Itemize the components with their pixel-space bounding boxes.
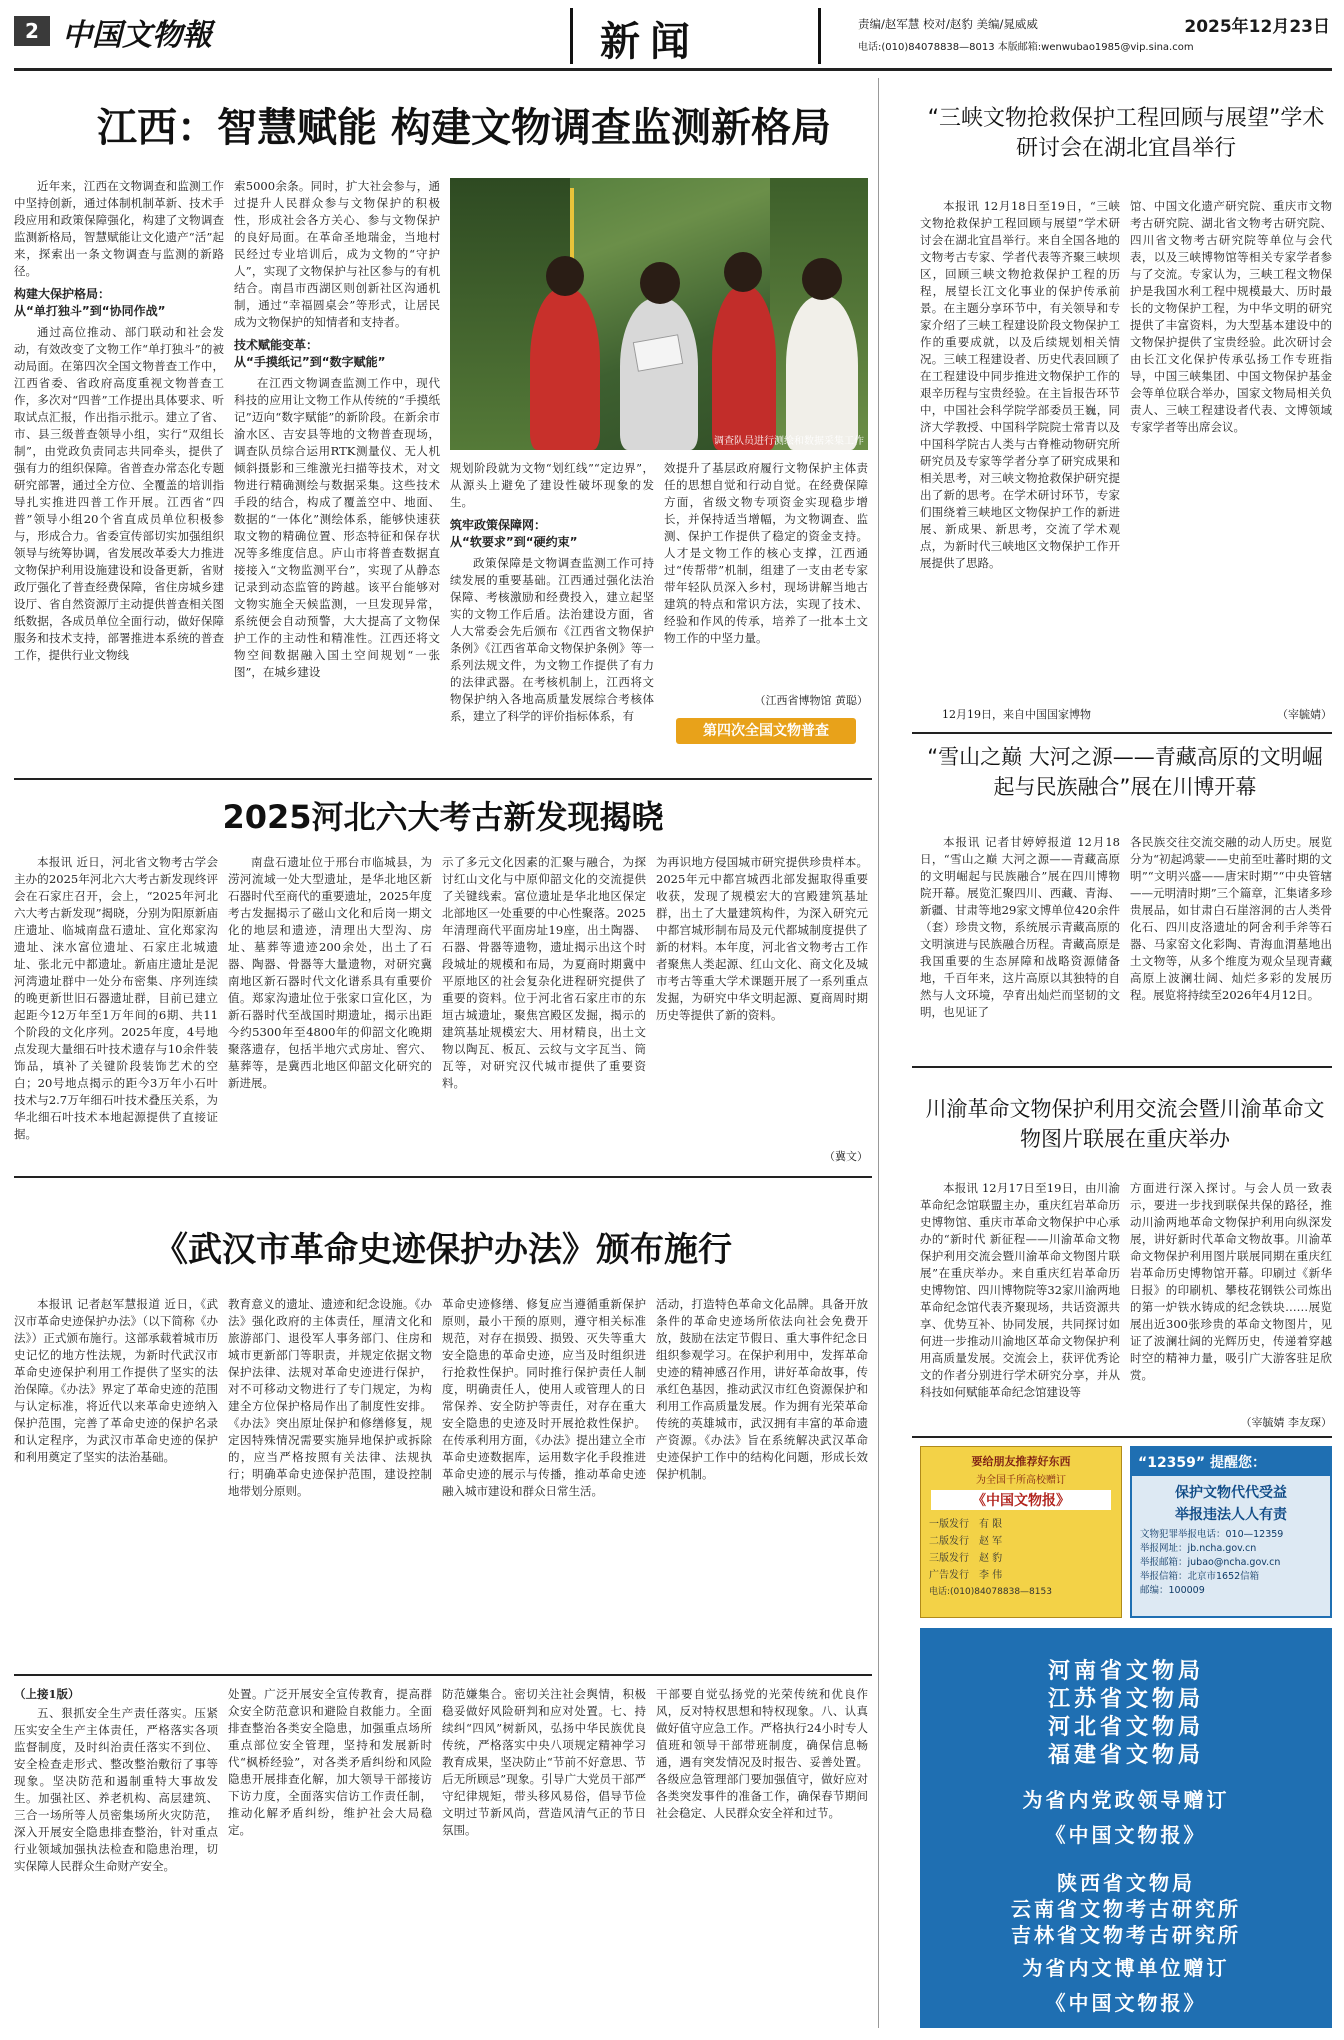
credits: 责编/赵军慧 校对/赵豹 美编/晁威威: [858, 17, 1038, 31]
article2-date-note: 12月19日，来自中国国家博物: [942, 708, 1091, 721]
photo-head-2: [640, 262, 680, 304]
article1-subhead-2b: 从“手摸纸记”到“数字赋能”: [234, 355, 386, 369]
photo-head-3: [724, 252, 762, 292]
article6-column-1: [14, 1296, 218, 1664]
article2-column-1: [920, 198, 1120, 704]
article4-col1-text: 本报讯 12月17日至19日，由川渝革命纪念馆联盟主办，重庆红岩革命历史博物馆、重庆市革命文物保护中心承办的“新时代 新征程——川渝革命文物保护利用交流会暨川渝革命文物图片联展”在重庆举办。来自重庆红岩革命历史博物馆、四川博物院等32家川渝两地革命纪念馆代表齐聚现场，共话资源共享、优势互补、协同发展，共同探讨如何进一步推动川渝地区革命文物保护利用高质量发展。交流会上，获评优秀论文的作者分别进行学术研究分享，并从科技如何赋能革命纪念馆建设等: [920, 1181, 1120, 1399]
hotline-line2: 举报违法人人有责: [1175, 1507, 1287, 1523]
row-label: 一版发行: [929, 1519, 969, 1530]
article6-column-4: [656, 1296, 868, 1664]
donor-item: 河北省文物局: [1047, 1715, 1204, 1740]
subscription-ad-line1: 要给朋友推荐好东西: [971, 1455, 1071, 1468]
article6-col4-text: 活动，打造特色革命文化品牌。具备开放条件的革命史迹场所依法向社会免费开放，鼓励在法定节假日、重大事件纪念日组织参观学习。在保护利用中，发挥革命史迹的精神感召作用，讲好革命故事，传承红色基因，推动武汉市红色资源保护和利用工作高质量发展。作为拥有光荣革命传统的英雄城市，武汉拥有丰富的革命遗产资源。《办法》旨在系统解决武汉革命史迹保护工作中的结构化问题，形成长效保护机制。: [656, 1297, 868, 1481]
article6-column-3: [442, 1296, 646, 1664]
row-value: 有 限: [979, 1519, 1003, 1530]
hotline-header: [1132, 1448, 1330, 1476]
hotline-detail: 举报邮箱：jubao@ncha.gov.cn: [1140, 1557, 1281, 1568]
article1-col1-text: 通过高位推动、部门联动和社会发动，有效改变了文物工作“单打独斗”的被动局面。在第四次全国文物普查工作中，江西省委、省政府高度重视文物普查工作，多次对“四普”工作提出具体要求、听取试点汇报，作出指示批示。建立了省、市、县三级普查领导小组，实行“双组长制”，由党政负责同志共同牵头，提供了强有力的组织保障。省普查办常态化专题研究部署，通过全方位、全覆盖的培训指导扎实推进四普工作开展。江西省“四普”领导小组20个省直成员单位积极参与，形成合力。省委宣传部切实加强组织领导与统筹协调，省发展改革委大力推进文物保护利用设施建设和设备更新，省财政厅强化了普查经费保障，省住房城乡建设厅、省自然资源厅主动提供普查相关图纸数据，各成员单位全面行动，做好保障服务和技术支持，部署推进本系统的普查工作，提供行业文物线: [14, 325, 224, 662]
donor-group2-note: 为省内文博单位赠订: [1022, 1956, 1230, 1980]
donor-box: [920, 1628, 1332, 2028]
hotline-line1: 保护文物代代受益: [1175, 1485, 1287, 1501]
subscription-row: [929, 1567, 1113, 1584]
donor-group1-note: 为省内党政领导赠订: [1022, 1788, 1230, 1812]
donor-paper: 《中国文物报》: [1045, 1823, 1207, 1847]
page-number-box: [14, 16, 50, 46]
article5-col2-text: 南盘石遗址位于邢台市临城县，为涝河流域一处大型遗址，是华北地区新石器时代至商代的重要遗址，2025年度考古发掘揭示了磁山文化和后岗一期文化的地层和遗迹，清理出大型沟、房址、墓葬等遗迹200余处，出土了石器、陶器、骨器等大量遗物，对研究冀南地区新石器时代文化谱系具有重要价值。郑家沟遗址位于张家口宣化区，为新石器时代至战国时期遗址，揭示出距今约5300年至4800年的仰韶文化晚期聚落遗存，包括半地穴式房址、窖穴、墓葬等，是冀西北地区仰韶文化研究的新进展。: [228, 855, 432, 1090]
subscription-row: [929, 1516, 1113, 1533]
donor-group1: [920, 1658, 1332, 1770]
article1-column-3: [450, 460, 654, 768]
article1-bottom-rule: [14, 778, 872, 780]
article6-column-2: [228, 1296, 432, 1664]
donor-item: 吉林省文物考古研究所: [1011, 1923, 1241, 1947]
article3-bottom-rule: [912, 1066, 1332, 1068]
article3-column-1: [920, 834, 1120, 1058]
article1-subhead-1b: 从“单打独斗”到“协同作战”: [14, 304, 166, 318]
article6-bottom-rule: [14, 1674, 872, 1676]
article7-title: （上接1版）: [14, 1687, 80, 1701]
article7-column-4: [656, 1686, 868, 2026]
row-label: 三版发行: [929, 1553, 969, 1564]
article1-col4-text: 效提升了基层政府履行文物保护主体责任的思想自觉和行动自觉。在经费保障方面，省级文物专项资金实现稳步增长，并保持适当增幅，为文物调查、监测、保护工作提供了稳定的资金支持。人才是文物工作的核心支撑，江西通过“传帮带”机制，组建了一支由老专家带年轻队员深入乡村，现场讲解当地古建筑的特点和常识方法，实现了技术、经验和作风的传承，培养了一批本土文物工作的中坚力量。: [664, 461, 868, 645]
article1-title: 江西：智慧赋能 构建文物调查监测新格局: [97, 105, 831, 151]
hotline-detail: 举报信箱：北京市1652信箱: [1140, 1571, 1260, 1582]
article1-photo: [450, 178, 868, 450]
article5-column-1: [14, 854, 218, 1164]
subscription-row: [929, 1533, 1113, 1550]
article1-lede: 近年来，江西在文物调查和监测工作中坚持创新，通过体制机制革新、技术手段应用和政策保障强化，构建了文物调查监测新格局，智慧赋能让文化遗产“活”起来，探索出一条文物调查与监测的新路径。: [14, 179, 224, 278]
donor-paper-2: 《中国文物报》: [1045, 1991, 1207, 2015]
article1-subhead-3a: 筑牢政策保障网：: [450, 518, 547, 532]
article2-column-2: [1130, 198, 1332, 704]
hotline-details: [1132, 1524, 1330, 1602]
hotline-number: “12359”: [1138, 1455, 1206, 1471]
article7-column-3: [442, 1686, 646, 2026]
hotline-detail: 举报网址：jb.ncha.gov.cn: [1140, 1543, 1257, 1554]
article7-col3-text: 防范嫌集合。密切关注社会舆情，积极稳妥做好风险研判和应对处置。七、持续纠“四风”树新风，弘扬中华民族优良传统，严格落实中央八项规定精神学习教育成果，坚决防止“节前不好意思、节后无所顾忌”现象。引导广大党员干部严守纪律规矩，带头移风易俗，倡导节俭文明过节新风尚，营造风清气正的节日氛围。: [442, 1687, 646, 1837]
hotline-slogan: 提醒您：: [1209, 1455, 1266, 1471]
article1-subhead-1: [14, 286, 224, 320]
row-value: 赵 豹: [979, 1553, 1003, 1564]
article7-col4-text: 干部要自觉弘扬党的光荣传统和优良作风，反对特权思想和特权现象。八、认真做好值守应急工作。严格执行24小时专人值班和领导干部带班制度，确保信息畅通，遇有突发情况及时报告、妥善处置。各级应急管理部门要加强值守，做好应对各类突发事件的准备工作，确保春节期间社会稳定、人民群众安全祥和过节。: [656, 1687, 868, 1820]
row-label: 广告发行: [929, 1570, 969, 1581]
article5-col3-text: 示了多元文化因素的汇聚与融合，为探讨红山文化与中原仰韶文化的交流提供了关键线索。富位遗址是华北地区保定北部地区一处重要的中心性聚落。2025年清理商代平面房址19座，出土陶器、石器、骨器等遗物，遗址揭示出这个时段城址的规模和布局，为夏商时期冀中平原地区的社会复杂化进程研究提供了重要的资料。位于河北省石家庄市的东垣古城遗址，聚焦宫殿区发掘，揭示的建筑基址规模宏大、用材精良，出土文物以陶瓦、板瓦、云纹与文字瓦当、筒瓦等，对研究汉代城市提供了重要资料。: [442, 855, 646, 1090]
article6-col1-text: 本报讯 记者赵军慧报道 近日，《武汉市革命史迹保护办法》（以下简称《办法》）正式颁布施行。这部承载着城市历史记忆的地方性法规，为新时代武汉市革命史迹保护利用工作提供了坚实的法治保障。《办法》界定了革命史迹的范围与认定标准，将近代以来革命史迹纳入保护范围，完善了革命史迹的保护名录和认定程序，为武汉市革命史迹的保护和利用奠定了坚实的法治基础。: [14, 1297, 218, 1464]
article2-byline: （宰毓婧）: [1277, 708, 1332, 721]
contact-line: 电话:(010)84078838—8013 本版邮箱:wenwubao1985@vip.sina.com: [858, 42, 1194, 53]
article1-subhead-2a: 技术赋能变革：: [234, 338, 319, 352]
paper-name: 中国文物報: [62, 18, 212, 53]
donor-item: 云南省文物考古研究所: [1011, 1897, 1241, 1921]
article1-col2-text-b: 在江西文物调查监测工作中，现代科技的应用让文物工作从传统的“手摸纸记”迈向“数字赋能”的新阶段。在新余市渝水区、吉安县等地的文物普查现场，调查队员综合运用RTK测量仪、无人机倾斜摄影和三维激光扫描等技术，对文物进行精确测绘与数据采集。这些技术手段的结合，构成了覆盖空中、地面、数据的“一体化”测绘体系，能够快速获取文物的精确位置、形态特征和保存状况等多维度信息。庐山市将普查数据直接接入“文物监测平台”，实现了从静态记录到动态监管的跨越。该平台能够对文物实施全天候监测，一旦发现异常，系统便会自动预警，大大提高了文物保护工作的主动性和精准性。江西还将文物空间数据融入国土空间规划“一张图”，在城乡建设: [234, 376, 440, 679]
article1-subhead-3: [450, 517, 654, 551]
article7-column-1: [14, 1686, 218, 2026]
photo-head-4: [802, 258, 842, 300]
donor-item: 福建省文物局: [1047, 1743, 1204, 1768]
article1-subhead-1a: 构建大保护格局：: [14, 287, 111, 301]
article2-col2-text: 馆、中国文化遗产研究院、重庆市文物考古研究院、湖北省文物考古研究院、四川省文物考古研究院等单位与会代表，以及三峡博物馆等相关专家学者参与了交流。专家认为，三峡工程文物保护是我国水利工程中规模最大、历时最长的文物保护工程，为中华文明的研究提供了丰富资料，为大型基本建设中的文物保护提供了宝贵经验。此次研讨会由长江文化保护传承弘扬工作专班指导，中国三峡集团、中国文物保护基金会等单位联合举办，国家文物局相关负责人、三峡工程建设者代表、文博领域专家学者等出席会议。: [1130, 199, 1332, 434]
subscription-ad: [920, 1446, 1122, 1618]
article3-col1-text: 本报讯 记者甘婷婷报道 12月18日，“雪山之巅 大河之源——青藏高原的文明崛起与民族融合”展在四川博物院开幕。展览汇聚四川、西藏、青海、新疆、甘肃等地29家文博单位420余件（套）珍贵文物，系统展示青藏高原的文明演进与民族融合历程。青藏高原是我国重要的生态屏障和战略资源储备地，千百年来，这片高原以其独特的自然与人文环境，孕育出灿烂而坚韧的文明，也见证了: [920, 835, 1120, 1019]
article1-byline: （江西省博物馆 黄聪）: [754, 694, 868, 707]
article1-col3-text-b: 政策保障是文物调查监测工作可持续发展的重要基础。江西通过强化法治保障、考核激励和经费投入，建立起坚实的文物工作后盾。法治建设方面，省人大常委会先后颁布《江西省文物保护条例》《江西省革命文物保护条例》等一系列法规文件，为文物工作提供了有力的法律武器。在考核机制上，江西将文物保护纳入各地高质量发展综合考核体系，建立了科学的评价指标体系，有: [450, 556, 654, 723]
article5-col4-text: 为再识地方侵国城市研究提供珍贵样本。2025年元中都宫城西北部发掘取得重要收获，发现了规模宏大的宫殿建筑基址群，出土了大量建筑构件，为深入研究元中都宫城形制布局及元代都城制度提供了新的材料。本年度，河北省文物考古工作者聚焦人类起源、红山文化、商文化及城市考古等重大学术课题开展了一系列重点发掘，为研究中华文明起源、夏商周时期历史等提供了新的资料。: [656, 855, 868, 1022]
article7-column-2: [228, 1686, 432, 2026]
article5-column-4: [656, 854, 868, 1146]
article3-col2-text: 各民族交往交流交融的动人历史。展览分为“初起鸿蒙——史前至吐蕃时期的文明”“文明兴盛——唐宋时期”“中央管辖——元明清时期”三个篇章，汇集诸多珍贵展品，如甘肃白石崖溶洞的古人类骨化石、四川皮洛遗址的阿舍利手斧等石器、马家窑文化彩陶、青海血渭墓地出土文物等，从多个维度为观众呈现青藏高原上波澜壮阔、灿烂多彩的发展历程。展览将持续至2026年4月12日。: [1130, 835, 1332, 1002]
article4-column-2: [1130, 1180, 1332, 1412]
donor-item: 江苏省文物局: [1047, 1687, 1204, 1712]
subscription-ad-rows: [921, 1516, 1121, 1601]
hotline-detail: 文物犯罪举报电话：010—12359: [1140, 1529, 1284, 1540]
article6-col2-text: 教育意义的遗址、遗迹和纪念设施。《办法》强化政府的主体责任，厘清文化和旅游部门、退役军人事务部门、住房和城市更新部门等职责，并规定依据文物保护法律、法规对革命史迹进行保护，对不可移动文物进行了专门规定，为构建全方位保护格局作出了制度性安排。《办法》突出原址保护和修缮修复，规定因特殊情况需要实施异地保护或拆除的，应当严格按照有关法律、法规执行；明确革命史迹保护范围，建设控制地带划分原则。: [228, 1297, 432, 1498]
hotline-detail: 邮编：100009: [1140, 1585, 1205, 1596]
article1-column-1: [14, 178, 224, 768]
article5-byline: （冀文）: [824, 1150, 868, 1163]
donor-group2: [920, 1870, 1332, 1948]
article7-col2-text: 处置。广泛开展安全宣传教育，提高群众安全防范意识和避险自救能力。全面排查整治各类安全隐患，加强重点场所重点部位安全管理，坚持和发展新时代“枫桥经验”，对各类矛盾纠纷和风险隐患开展排查化解，加大领导干部接访下访力度，全面落实信访工作责任制，推动化解矛盾纠纷，维护社会大局稳定。: [228, 1687, 432, 1837]
donor-item: 陕西省文物局: [1057, 1871, 1195, 1895]
article4-byline: （宰毓婧 李友琛）: [1240, 1416, 1332, 1429]
article5-col1-text: 本报讯 近日，河北省文物考古学会主办的2025年河北六大考古新发现终评会在石家庄召开，会上，“2025年河北六大考古新发现”揭晓，分别为阳原新庙庄遗址、临城南盘石遗址、宣化郑家沟遗址、涞水富位遗址、石家庄北城遗址、张北元中都遗址。新庙庄遗址是泥河湾遗址群中一处分布密集、序列连续的晚更新世旧石器遗址群，目前已建立起距今12万年至1万年间的6期、共11个阶段的文化序列。2025年度，4号地点发现大量细石叶技术遗存与10余件装饰品，填补了关键阶段装饰艺术的空白；20号地点揭示的距今3万年小石叶技术与2.7万年细石叶技术叠压关系，为华北细石叶技术本地起源提供了直接证据。: [14, 855, 218, 1141]
article5-bottom-rule: [14, 1176, 872, 1178]
article1-col2-text: 索5000余条。同时，扩大社会参与，通过提升人民群众参与文物保护的积极性，形成社会各方关心、参与文物保护的良好局面。在革命圣地瑞金，当地村民经过专业培训后，成为文物的“守护人”，实现了文物保护与社区参与的有机结合。南昌市西湖区则创新社区沟通机制，通过“幸福圆桌会”等形式，让居民成为文物保护的知情者和支持者。: [234, 179, 440, 329]
hotline-box: [1130, 1446, 1332, 1618]
photo-caption: 调查队员进行测绘和数据采集工作: [714, 436, 864, 447]
donor-item: 河南省文物局: [1047, 1659, 1204, 1684]
masthead-rule: [14, 68, 1332, 71]
photo-person-1: [530, 288, 600, 450]
article4-col2-text: 方面进行深入探讨。与会人员一致表示，要进一步找到联保共保的路径，推动川渝两地革命文物保护利用向纵深发展，讲好新时代革命文物故事。川渝革命文物保护利用图片联展同期在重庆红岩革命历史博物馆开幕。印刷过《新华日报》的印刷机、攀枝花钢铁公司炼出的第一炉铁水铸成的纪念铁块……展览展出近300张珍贵的革命文物图片，见证了波澜壮阔的光辉历史，传递着穿越时空的精神力量，吸引广大游客驻足欣赏。: [1130, 1181, 1332, 1382]
article4-title: 川渝革命文物保护利用交流会暨川渝革命文物图片联展在重庆举办: [925, 1097, 1325, 1151]
subscription-phone: 电话:(010)84078838—8153: [929, 1587, 1052, 1597]
article1-tag: 第四次全国文物普查: [676, 718, 856, 744]
article5-column-3: [442, 854, 646, 1164]
row-label: 二版发行: [929, 1536, 969, 1547]
masthead-divider-left: [570, 8, 573, 64]
row-value: 李 伟: [979, 1570, 1003, 1581]
page-number: 2: [25, 19, 39, 43]
photo-head-1: [546, 256, 584, 296]
subscription-ad-line2: 为全国千所高校赠订: [976, 1475, 1066, 1486]
article1-subhead-2: [234, 337, 440, 371]
article2-col1-text: 本报讯 12月18日至19日，“三峡文物抢救保护工程回顾与展望”学术研讨会在湖北宜昌举行。来自全国各地的文物考古专家、学者代表等齐聚三峡坝区，回顾三峡文物抢救保护工程的历程，展望长江文化事业的保护传承前景。在主题分享环节中，有关领导和专家介绍了三峡工程建设阶段文物保护工作的重要成就，以及后续规划相关情况。三峡工程建设者、历史代表回顾了在工程建设中同步推进文物保护工作的艰辛历程与宝贵经验。在主旨报告环节中，中国社会科学院学部委员王巍，同济大学教授、中国科学院院士常青以及中国科学院古人类与古脊椎动物研究所研究员及专家等学者分享了研究成果和相关思考，对三峡文物抢救保护研究提出了新的思考。在学术研讨环节，专家们围绕着三峡地区文物保护工作的新进展、新成果、新思考，交流了学术观点，为新时代三峡地区文物保护工作开展提供了思路。: [920, 199, 1120, 570]
issue-date: 2025年12月23日: [1184, 17, 1330, 37]
article1-col3-text: 规划阶段就为文物“划红线”“定边界”，从源头上避免了建设性破坏现象的发生。: [450, 461, 654, 509]
article5-column-2: [228, 854, 432, 1164]
article2-title: “三峡文物抢救保护工程回顾与展望”学术研讨会在湖北宜昌举行: [927, 106, 1325, 161]
article5-title: 2025河北六大考古新发现揭晓: [222, 798, 664, 836]
article4-bottom-rule: [912, 1436, 1332, 1438]
row-value: 赵 军: [979, 1536, 1003, 1547]
main-column-divider: [878, 78, 879, 2028]
section-title: 新闻: [600, 19, 700, 65]
article1-subhead-3b: 从“软要求”到“硬约束”: [450, 535, 578, 549]
photo-person-4: [786, 296, 858, 450]
article4-column-1: [920, 1180, 1120, 1428]
photo-person-3: [712, 286, 776, 450]
article1-column-2: [234, 178, 440, 768]
article7-col1-text: 五、狠抓安全生产责任落实。压紧压实安全生产主体责任，严格落实各项监督制度，及时纠治责任落实不到位、安全检查走形式、整改整治敷衍了事等现象。坚决防范和遏制重特大事故发生。加强社区、养老机构、高层建筑、三合一场所等人员密集场所火灾防范，深入开展安全隐患排查整治，针对重点行业领域加强执法检查和隐患治理，切实保障人民群众生命财产安全。: [14, 1706, 218, 1873]
article1-column-4: [664, 460, 868, 688]
photo-person-2: [620, 298, 698, 450]
article6-col3-text: 革命史迹修缮、修复应当遵循重新保护原则，最小干预的原则，遵守相关标准规范，对存在损毁、损毁、灭失等重大安全隐患的革命史迹，应当及时组织进行抢救性保护。同时推行保护责任人制度，明确责任人，使用人或管理人的日常保养、安全防护等责任，对存在重大安全隐患的史迹及时开展抢救性保护。在传承利用方面，《办法》提出建立全市革命史迹数据库，运用数字化手段推进革命史迹的展示与传播，推动革命史迹融入城市建设和群众日常生活。: [442, 1297, 646, 1498]
masthead-divider-right: [818, 8, 821, 64]
subscription-row: [929, 1550, 1113, 1567]
article3-title: “雪山之巅 大河之源——青藏高原的文明崛起与民族融合”展在川博开幕: [927, 745, 1323, 799]
article6-title: 《武汉市革命史迹保护办法》颁布施行: [154, 1230, 732, 1270]
subscription-ad-line3: 《中国文物报》: [931, 1490, 1111, 1510]
article3-column-2: [1130, 834, 1332, 1058]
article2-bottom-rule: [912, 732, 1332, 734]
